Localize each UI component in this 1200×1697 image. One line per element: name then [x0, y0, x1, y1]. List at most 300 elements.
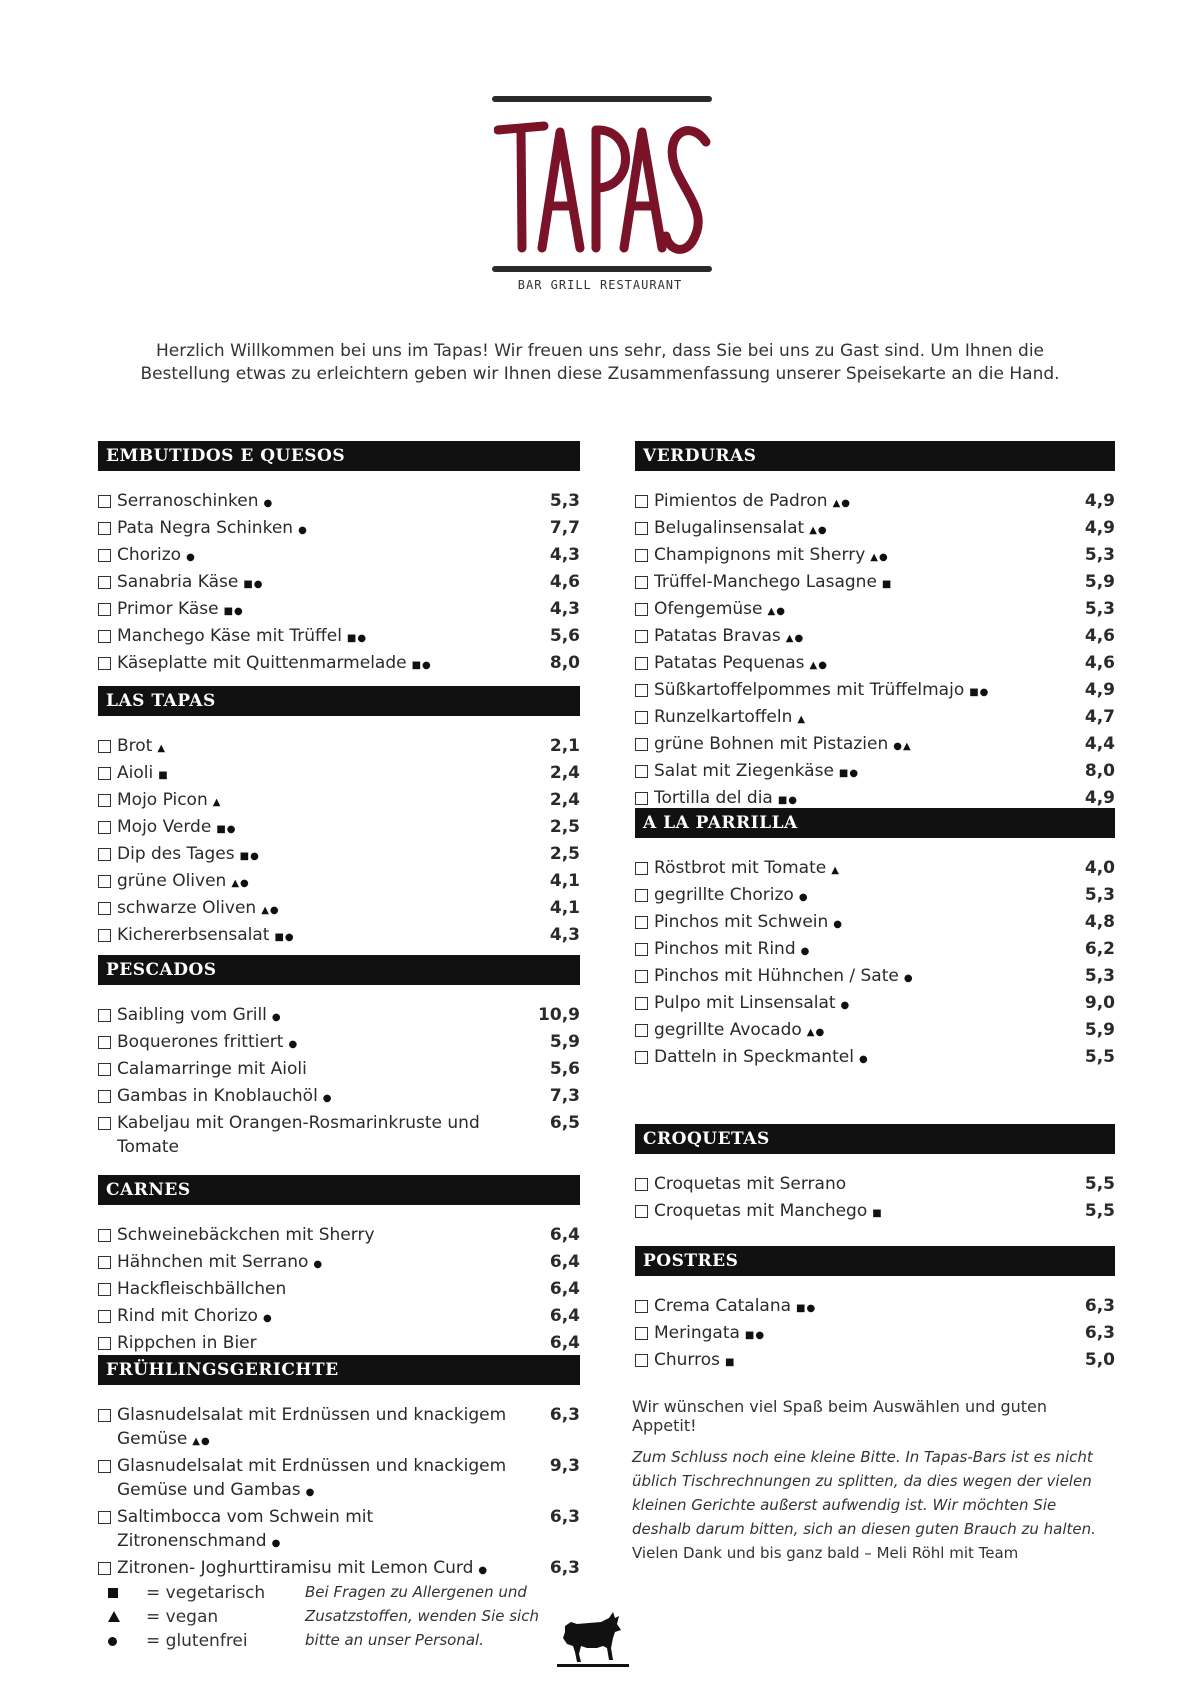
menu-item-text [117, 1084, 333, 1111]
menu-item-price: 4,9 [1084, 518, 1115, 538]
menu-item-price: 5,0 [1084, 1350, 1115, 1370]
menu-item-name: Croquetas mit Serrano [654, 1174, 847, 1194]
menu-item-left [635, 1294, 816, 1321]
menu-item [98, 1277, 580, 1304]
menu-item-left [98, 869, 250, 896]
menu-item [635, 516, 1115, 543]
checkbox-icon[interactable] [635, 495, 648, 508]
menu-item-price: 6,4 [549, 1306, 580, 1326]
checkbox-icon[interactable] [635, 916, 648, 929]
diet-marks: ● [271, 1538, 282, 1549]
menu-item-text [117, 1111, 540, 1162]
diet-marks: ● [313, 1259, 324, 1270]
menu-item-price: 4,8 [1084, 912, 1115, 932]
menu-item [98, 1331, 580, 1358]
menu-item-name: Dip des Tages [117, 844, 235, 864]
menu-item [98, 1003, 580, 1030]
checkbox-icon[interactable] [98, 1337, 111, 1350]
menu-item-name: Boquerones frittiert [117, 1032, 284, 1052]
checkbox-icon[interactable] [635, 1300, 648, 1313]
logo-bottom-bar [492, 266, 712, 272]
menu-item [98, 1403, 580, 1454]
diet-marks: ▲● [809, 525, 828, 536]
diet-marks: ● [798, 892, 809, 903]
menu-item-text [117, 1030, 298, 1057]
menu-item [635, 1045, 1115, 1072]
menu-item-left [98, 1111, 540, 1162]
checkbox-icon[interactable] [98, 902, 111, 915]
menu-item-text [654, 1045, 869, 1072]
checkbox-icon[interactable] [635, 684, 648, 697]
checkbox-icon[interactable] [635, 522, 648, 535]
menu-item-name: Kichererbsensalat [117, 925, 270, 945]
menu-item [635, 651, 1115, 678]
triangle-icon [108, 1611, 120, 1622]
menu-item-left [98, 734, 166, 761]
menu-item-price: 6,3 [549, 1507, 580, 1527]
item-list [635, 489, 1115, 813]
section-title: CARNES [98, 1175, 580, 1205]
menu-item-left [635, 1172, 851, 1199]
menu-item-price: 7,7 [549, 518, 580, 538]
menu-item-name: grüne Oliven [117, 871, 227, 891]
checkbox-icon[interactable] [635, 765, 648, 778]
menu-item-price: 5,5 [1084, 1201, 1115, 1221]
menu-item-left [635, 991, 850, 1018]
diet-marks: ● [840, 1000, 851, 1011]
menu-item-price: 4,3 [549, 925, 580, 945]
menu-item-left [98, 896, 280, 923]
menu-item-left [98, 489, 273, 516]
checkbox-icon[interactable] [635, 792, 648, 805]
checkbox-icon[interactable] [98, 1117, 111, 1130]
checkbox-icon[interactable] [98, 495, 111, 508]
menu-item-left [635, 678, 989, 705]
checkbox-icon[interactable] [98, 875, 111, 888]
diet-marks: ▲● [870, 552, 889, 563]
menu-item-text [117, 570, 264, 597]
menu-item-text [117, 624, 367, 651]
menu-item-left [98, 1505, 540, 1556]
menu-item-text [117, 1057, 312, 1084]
menu-item-name: Glasnudelsalat mit Erdnüssen und knackigem Gemüse [117, 1405, 507, 1449]
diet-marks: ● [322, 1093, 333, 1104]
menu-item-name: Manchego Käse mit Trüffel [117, 626, 342, 646]
checkbox-icon[interactable] [635, 576, 648, 589]
menu-item-price: 9,3 [549, 1456, 580, 1476]
menu-item-name: Meringata [654, 1323, 740, 1343]
item-list [635, 856, 1115, 1072]
menu-item-left [98, 761, 169, 788]
menu-item-left [98, 1030, 298, 1057]
menu-item-text [654, 964, 914, 991]
checkbox-icon[interactable] [635, 738, 648, 751]
menu-item-text [117, 1277, 291, 1304]
menu-item-left [98, 1304, 273, 1331]
menu-item-name: Saibling vom Grill [117, 1005, 267, 1025]
square-icon [108, 1588, 118, 1598]
menu-item-left [635, 759, 859, 786]
menu-item [635, 1294, 1115, 1321]
section-carnes [98, 1175, 580, 1358]
section-title: POSTRES [635, 1246, 1115, 1276]
diet-marks: ● [262, 1313, 273, 1324]
menu-item-price: 5,6 [549, 1059, 580, 1079]
diet-marks: ■ [158, 770, 169, 781]
welcome-text: Herzlich Willkommen bei uns im Tapas! Wir freuen uns sehr, dass Sie bei uns zu Gast sind. Um Ihnen die Bestellung etwas zu erleichtern geben wir Ihnen diese Zusammenfassung unserer Speisekarte an die Hand. [140, 341, 1060, 384]
checkbox-icon[interactable] [98, 767, 111, 780]
menu-item [98, 1556, 580, 1583]
checkbox-icon[interactable] [635, 630, 648, 643]
menu-item-price: 6,5 [549, 1113, 580, 1133]
allergen-note: Bei Fragen zu Allergenen und Zusatzstoffen, wenden Sie sich bitte an unser Personal. [305, 1583, 539, 1649]
menu-item-left [635, 651, 828, 678]
menu-item-name: Serranoschinken [117, 491, 259, 511]
menu-item-name: Runzelkartoffeln [654, 707, 793, 727]
checkbox-icon[interactable] [635, 549, 648, 562]
dot-icon [108, 1637, 117, 1646]
menu-item-name: Zitronen- Joghurttiramisu mit Lemon Curd [117, 1558, 474, 1578]
menu-item-name: Pimientos de Padron [654, 491, 828, 511]
menu-item [98, 1304, 580, 1331]
menu-item-left [635, 570, 892, 597]
menu-item-text [654, 597, 786, 624]
diet-marks: ■● [216, 824, 237, 835]
diet-marks: ■● [838, 768, 860, 779]
menu-item-name: Saltimbocca vom Schwein mit Zitronenschmand [117, 1507, 374, 1551]
checkbox-icon[interactable] [98, 603, 111, 616]
diet-marks: ● [298, 525, 308, 536]
menu-item-name: Glasnudelsalat mit Erdnüssen und knackigem Gemüse und Gambas [117, 1456, 507, 1500]
menu-item-text [654, 1294, 816, 1321]
checkbox-icon[interactable] [98, 1063, 111, 1076]
menu-item [635, 1348, 1115, 1375]
section-title: EMBUTIDOS E QUESOS [98, 441, 580, 471]
menu-item-price: 6,4 [549, 1225, 580, 1245]
menu-item-name: Crema Catalana [654, 1296, 792, 1316]
menu-item-name: Chorizo [117, 545, 182, 565]
diet-marks: ▲● [192, 1436, 211, 1447]
menu-item-text [117, 489, 273, 516]
menu-item-left [98, 1277, 291, 1304]
item-list [635, 1294, 1115, 1375]
legend-label: = vegetarisch [146, 1583, 266, 1603]
menu-item-left [635, 964, 914, 991]
menu-item-name: Croquetas mit Manchego [654, 1201, 868, 1221]
menu-item [98, 869, 580, 896]
checkbox-icon[interactable] [635, 1024, 648, 1037]
menu-item [98, 1223, 580, 1250]
menu-item [98, 923, 580, 950]
menu-item-price: 6,4 [549, 1252, 580, 1272]
menu-item-text [117, 543, 196, 570]
checkbox-icon[interactable] [635, 997, 648, 1010]
menu-item [635, 597, 1115, 624]
menu-item [98, 489, 580, 516]
menu-item-left [635, 1348, 735, 1375]
checkbox-icon[interactable] [635, 862, 648, 875]
checkbox-icon[interactable] [635, 1205, 648, 1218]
checkbox-icon[interactable] [98, 549, 111, 562]
menu-item-name: Pata Negra Schinken [117, 518, 294, 538]
section-title: PESCADOS [98, 955, 580, 985]
section-postres [635, 1246, 1115, 1375]
checkbox-icon[interactable] [98, 1562, 111, 1575]
menu-item-name: Calamarringe mit Aioli [117, 1059, 307, 1079]
diet-marks: ■ [872, 1208, 883, 1219]
menu-item-name: Salat mit Ziegenkäse [654, 761, 834, 781]
menu-item-price: 4,0 [1084, 858, 1115, 878]
menu-item-name: Mojo Picon [117, 790, 208, 810]
menu-item-price: 4,9 [1084, 788, 1115, 808]
menu-item-text [117, 788, 221, 815]
menu-item-name: gegrillte Chorizo [654, 885, 794, 905]
diet-marks: ▲● [767, 606, 786, 617]
menu-item [98, 1454, 580, 1505]
menu-item-price: 4,9 [1084, 680, 1115, 700]
menu-item [98, 624, 580, 651]
checkbox-icon[interactable] [98, 794, 111, 807]
section-verduras [635, 441, 1115, 813]
menu-item-name: Sanabria Käse [117, 572, 239, 592]
menu-item-price: 7,3 [549, 1086, 580, 1106]
diet-marks: ● [288, 1039, 299, 1050]
menu-item-name: Primor Käse [117, 599, 219, 619]
menu-item-name: Churros [654, 1350, 720, 1370]
item-list [98, 489, 580, 678]
menu-item-left [98, 651, 432, 678]
menu-item-name: Brot [117, 736, 153, 756]
checkbox-icon[interactable] [635, 657, 648, 670]
diet-marks: ■● [411, 660, 432, 671]
diet-marks: ▲● [785, 633, 805, 644]
checkbox-icon[interactable] [98, 1460, 111, 1473]
checkbox-icon[interactable] [635, 711, 648, 724]
diet-marks: ■● [346, 633, 368, 644]
menu-item-text [654, 937, 810, 964]
section-title: LAS TAPAS [98, 686, 580, 716]
section-pescados [98, 955, 580, 1162]
menu-item [98, 1030, 580, 1057]
logo-top-bar [492, 96, 712, 102]
diet-marks: ■● [223, 606, 244, 617]
menu-item-text [654, 705, 806, 732]
menu-item-text [654, 516, 828, 543]
menu-item-name: schwarze Oliven [117, 898, 257, 918]
menu-item-price: 2,5 [549, 817, 580, 837]
checkbox-icon[interactable] [98, 1036, 111, 1049]
bull-icon [557, 1608, 629, 1670]
menu-item-left [98, 516, 308, 543]
menu-item [98, 734, 580, 761]
menu-item-left [98, 1556, 488, 1583]
section-a-la-parrilla [635, 808, 1115, 1072]
menu-item-left [635, 1045, 869, 1072]
checkbox-icon[interactable] [635, 970, 648, 983]
checkbox-icon[interactable] [98, 929, 111, 942]
menu-item-price: 4,9 [1084, 491, 1115, 511]
menu-item-price: 5,6 [549, 626, 580, 646]
menu-item-price: 6,3 [549, 1558, 580, 1578]
diet-marks: ■● [969, 687, 990, 698]
menu-item-name: Schweinebäckchen mit Sherry [117, 1225, 375, 1245]
diet-marks: ■ [881, 579, 893, 590]
legend-label: = vegan [146, 1607, 219, 1627]
logo-subtitle: BAR GRILL RESTAURANT [517, 278, 683, 292]
checkbox-icon[interactable] [98, 657, 111, 670]
menu-item-text [117, 1454, 540, 1505]
checkbox-icon[interactable] [98, 1229, 111, 1242]
checkbox-icon[interactable] [635, 603, 648, 616]
menu-item-text [654, 991, 850, 1018]
menu-item-left [635, 937, 810, 964]
logo [480, 96, 720, 306]
menu-item-left [98, 1403, 540, 1454]
item-list [98, 734, 580, 950]
checkbox-icon[interactable] [98, 576, 111, 589]
legend-row-vegetarian [108, 1581, 288, 1605]
menu-item-text [654, 856, 840, 883]
menu-item [635, 543, 1115, 570]
menu-item-text [117, 842, 260, 869]
diet-marks: ● [186, 552, 196, 563]
menu-item-text [117, 1556, 488, 1583]
menu-item-text [117, 651, 432, 678]
checkbox-icon[interactable] [98, 1283, 111, 1296]
menu-item-left [635, 1199, 883, 1226]
diet-marks: ▲● [809, 660, 828, 671]
checkbox-icon[interactable] [98, 1310, 111, 1323]
checkbox-icon[interactable] [635, 1178, 648, 1191]
menu-item-left [98, 1057, 312, 1084]
menu-item [635, 991, 1115, 1018]
menu-item-name: Rippchen in Bier [117, 1333, 257, 1353]
menu-item-name: Belugalinsensalat [654, 518, 805, 538]
menu-item-price: 6,3 [1084, 1296, 1115, 1316]
menu-item-left [635, 624, 804, 651]
checkbox-icon[interactable] [635, 943, 648, 956]
menu-item-left [98, 543, 196, 570]
menu-item [635, 732, 1115, 759]
menu-item-left [98, 1331, 262, 1358]
checkbox-icon[interactable] [98, 740, 111, 753]
menu-item-price: 4,6 [549, 572, 580, 592]
menu-item-left [98, 1250, 323, 1277]
menu-item-price: 5,3 [549, 491, 580, 511]
section-title: CROQUETAS [635, 1124, 1115, 1154]
checkbox-icon[interactable] [98, 522, 111, 535]
menu-item-text [654, 543, 889, 570]
menu-item-text [117, 1505, 540, 1556]
section-title: A LA PARRILLA [635, 808, 1115, 838]
menu-item [635, 489, 1115, 516]
menu-item [635, 964, 1115, 991]
checkbox-icon[interactable] [98, 630, 111, 643]
checkbox-icon[interactable] [98, 1009, 111, 1022]
menu-item [98, 597, 580, 624]
menu-item-price: 5,5 [1084, 1174, 1115, 1194]
legend-row-vegan [108, 1605, 288, 1629]
menu-item-price: 4,1 [549, 898, 580, 918]
checkbox-icon[interactable] [98, 1090, 111, 1103]
menu-item-left [98, 624, 367, 651]
checkbox-icon[interactable] [635, 1051, 648, 1064]
checkbox-icon[interactable] [98, 1511, 111, 1524]
diet-marks: ■● [744, 1330, 766, 1341]
diet-marks: ● [800, 946, 811, 957]
menu-item-text [654, 489, 851, 516]
checkbox-icon[interactable] [635, 1327, 648, 1340]
menu-item-text [117, 1304, 273, 1331]
checkbox-icon[interactable] [635, 889, 648, 902]
menu-item-price: 5,9 [549, 1032, 580, 1052]
menu-item-left [635, 1321, 765, 1348]
menu-item-left [98, 570, 264, 597]
menu-item-name: Tortilla del dia [654, 788, 773, 808]
diet-marks: ● [858, 1054, 869, 1065]
menu-item-text [654, 1321, 765, 1348]
menu-item-price: 5,3 [1084, 966, 1115, 986]
menu-item [98, 543, 580, 570]
item-list [98, 1403, 580, 1583]
menu-item-text [117, 815, 237, 842]
menu-item [98, 815, 580, 842]
section-embutidos [98, 441, 580, 678]
menu-item [98, 570, 580, 597]
menu-item-left [635, 910, 843, 937]
menu-item-text [117, 1250, 323, 1277]
menu-item [635, 1199, 1115, 1226]
checkbox-icon[interactable] [98, 1256, 111, 1269]
menu-item-price: 4,6 [1084, 653, 1115, 673]
menu-item-name: Kabeljau mit Orangen-Rosmarinkruste und Tomate [117, 1113, 480, 1157]
menu-item [635, 570, 1115, 597]
checkbox-icon[interactable] [98, 848, 111, 861]
menu-item-name: Pinchos mit Rind [654, 939, 796, 959]
menu-item [635, 1172, 1115, 1199]
menu-item-text [654, 1348, 735, 1375]
logo-wordmark [494, 108, 714, 258]
checkbox-icon[interactable] [98, 821, 111, 834]
menu-item-text [117, 1403, 540, 1454]
menu-item-left [98, 1084, 333, 1111]
checkbox-icon[interactable] [98, 1409, 111, 1422]
diet-marks: ●▲ [893, 741, 912, 752]
diet-marks: ■● [274, 932, 295, 943]
menu-item [98, 651, 580, 678]
menu-item [635, 624, 1115, 651]
diet-marks: ● [478, 1565, 489, 1576]
menu-item-price: 5,9 [1084, 1020, 1115, 1040]
legend [108, 1581, 288, 1653]
diet-marks: ● [305, 1487, 316, 1498]
menu-item-price: 6,3 [1084, 1323, 1115, 1343]
menu-item [635, 1018, 1115, 1045]
menu-item-left [635, 516, 828, 543]
diet-marks: ■● [796, 1303, 817, 1314]
menu-item-name: Hackfleischbällchen [117, 1279, 287, 1299]
menu-item [98, 1057, 580, 1084]
menu-item [98, 896, 580, 923]
menu-item-text [117, 1331, 262, 1358]
menu-item-price: 6,2 [1084, 939, 1115, 959]
diet-marks: ▲● [806, 1027, 826, 1038]
menu-item-name: Champignons mit Sherry [654, 545, 866, 565]
menu-item [98, 1111, 580, 1162]
diet-marks: ▲ [831, 865, 840, 876]
menu-item-price: 4,4 [1084, 734, 1115, 754]
checkbox-icon[interactable] [635, 1354, 648, 1367]
